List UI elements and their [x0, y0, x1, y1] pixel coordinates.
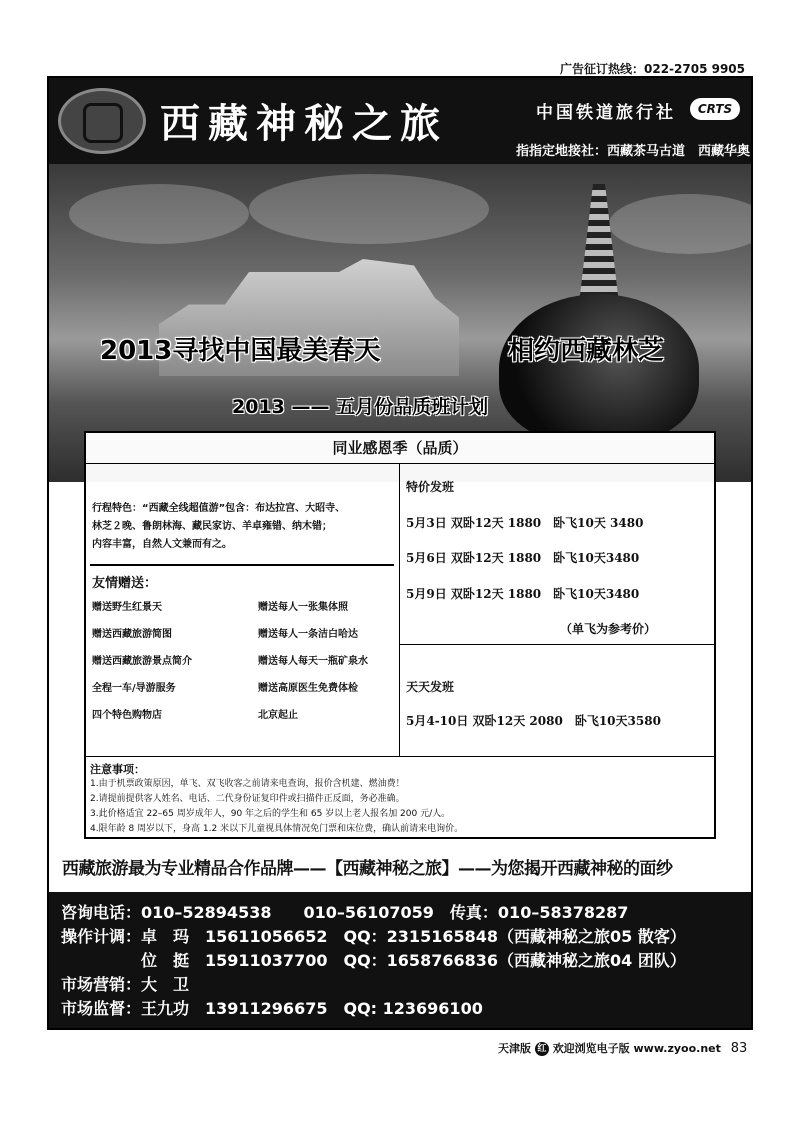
notes-title: 注意事项： [90, 763, 145, 776]
page-number: 83 [730, 1041, 748, 1056]
notes-section [90, 762, 710, 837]
brand-title: 西藏神秘之旅 [160, 101, 448, 147]
note-item: 4.限年龄 8 周岁以下，身高 1.2 米以下儿童视具体情况免门票和床位费，确认前请来电询价。 [90, 824, 464, 834]
note-item: 1.由于机票政策原因，单飞、双飞收客之前请来电查询，报价含机建、燃油费！ [90, 779, 405, 789]
gift-item: 赠送每人一张集体照 [258, 602, 348, 613]
contact-panel [49, 892, 751, 1028]
footer [498, 1040, 747, 1056]
gifts-title: 友情赠送： [92, 576, 158, 591]
gift-item: 四个特色购物店 [92, 710, 162, 721]
feature-line: 行程特色：“西藏全线超值游”包含：布达拉宫、大昭寺、 [92, 503, 346, 514]
local-agents: 指指定地接社：西藏茶马古道 西藏华奥 [516, 144, 751, 159]
headline-right: 相约西藏林芝 [508, 336, 665, 366]
special-row: 5月9日 双卧12天 1880 卧飞10天3480 [406, 587, 640, 601]
edition-label: 天津版 [498, 1042, 531, 1055]
gift-item: 赠送西藏旅游景点简介 [92, 656, 192, 667]
column-divider [399, 464, 400, 756]
special-note: （单飞为参考价） [560, 622, 657, 636]
headline-left: 2013寻找中国最美春天 [100, 336, 381, 366]
note-item: 3.此价格适宜 22–65 周岁成年人，90 年之后的学生和 65 岁以上老人报名加 200 元/人。 [90, 809, 451, 819]
itinerary-features [92, 500, 392, 554]
gift-item: 赠送高原医生免费体检 [258, 683, 358, 694]
note-item: 2.请提前提供客人姓名、电话、二代身份证复印件或扫描件正反面，务必准确。 [90, 794, 405, 804]
subtitle: 2013 —— 五月份品质班计划 [232, 396, 489, 418]
contact-line: 市场营销：大 卫 [61, 975, 190, 994]
feature-divider [90, 564, 394, 566]
contact-line: 咨询电话：010–52894538 010–56107059 传真：010–58378287 [61, 903, 629, 922]
special-title: 特价发班 [406, 480, 455, 494]
footer-text[interactable]: 欢迎浏览电子版 www.zyoo.net [552, 1042, 721, 1055]
daily-row: 5月4-10日 双卧12天 2080 卧飞10天3580 [406, 714, 661, 728]
box-title: 同业感恩季（品质） [86, 433, 714, 464]
gift-item: 全程一车/导游服务 [92, 683, 176, 694]
gift-item: 北京起止 [258, 710, 298, 721]
gift-item: 赠送西藏旅游简图 [92, 629, 172, 640]
red-badge-icon: 红 [535, 1042, 549, 1056]
slogan: 西藏旅游最为专业精品合作品牌——【西藏神秘之旅】——为您揭开西藏神秘的面纱 [62, 859, 673, 879]
contact-line: 位 挺 15911037700 QQ：1658766836（西藏神秘之旅04 团队） [61, 951, 686, 970]
special-row: 5月6日 双卧12天 1880 卧飞10天3480 [406, 551, 640, 565]
contact-line: 市场监督：王九功 13911296675 QQ: 123696100 [61, 999, 483, 1018]
special-row: 5月3日 双卧12天 1880 卧飞10天 3480 [406, 516, 644, 530]
gift-item: 赠送每人每天一瓶矿泉水 [258, 656, 368, 667]
ad-hotline: 广告征订热线：022-2705 9905 [560, 62, 746, 76]
gift-item: 赠送每人一条洁白哈达 [258, 629, 358, 640]
contact-line: 操作计调：卓 玛 15611056652 QQ：2315165848（西藏神秘之旅05 散客） [61, 927, 686, 946]
brand-logo-icon [58, 88, 146, 154]
company-name: 中国铁道旅行社 [536, 103, 676, 123]
feature-line: 内容丰富，自然人文兼而有之。 [92, 539, 232, 550]
schedule-divider [400, 644, 714, 645]
notes-divider [86, 756, 714, 757]
feature-line: 林芝２晚、鲁朗林海、藏民家访、羊卓雍错、纳木错； [92, 521, 332, 532]
gift-item: 赠送野生红景天 [92, 602, 162, 613]
daily-title: 天天发班 [406, 680, 455, 694]
company-logo-icon: CRTS [690, 98, 740, 120]
